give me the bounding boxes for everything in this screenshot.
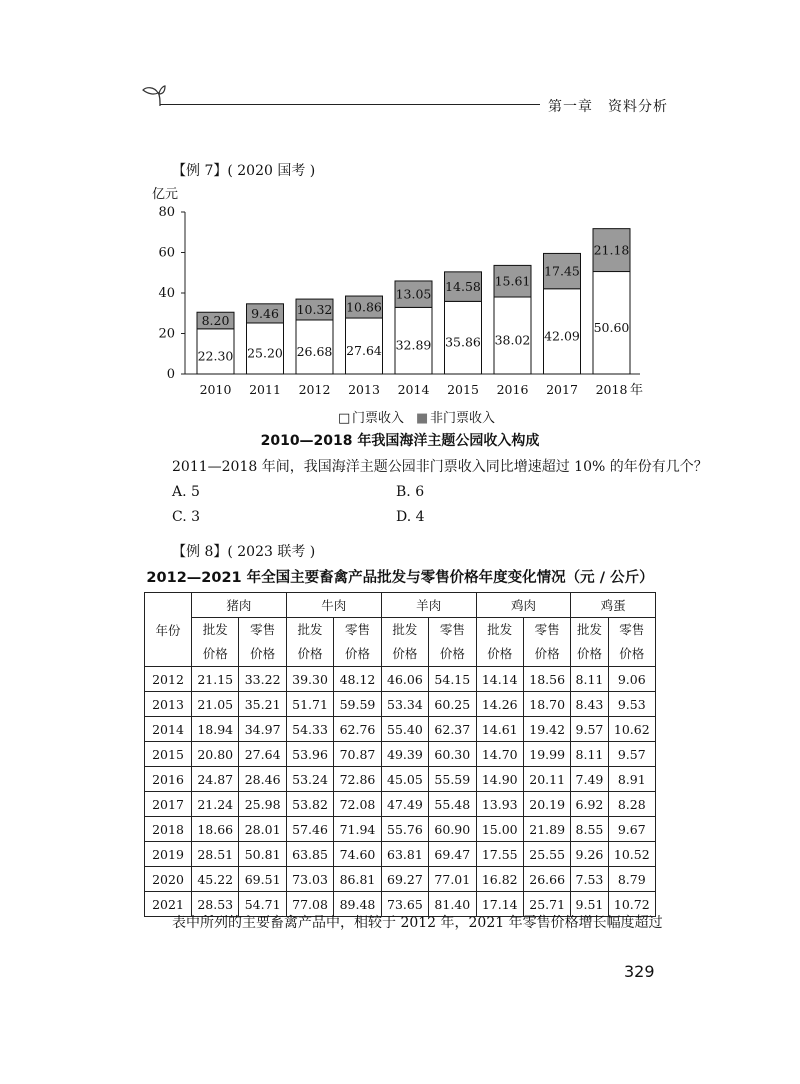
x-axis-label: 年 <box>630 383 644 398</box>
bar-label-nonticket: 8.20 <box>201 313 230 329</box>
price-cell: 69.47 <box>429 842 476 867</box>
price-cell: 62.76 <box>334 717 381 742</box>
x-tick-label: 2016 <box>496 382 529 397</box>
price-cell: 25.55 <box>523 842 570 867</box>
price-cell: 73.65 <box>381 892 428 917</box>
table-row <box>145 667 656 692</box>
price-cell: 54.15 <box>429 667 476 692</box>
bar-label-ticket: 38.02 <box>494 332 531 348</box>
price-cell: 50.81 <box>239 842 286 867</box>
price-cell: 9.51 <box>571 892 608 917</box>
price-cell: 21.05 <box>192 692 239 717</box>
price-cell: 71.94 <box>334 817 381 842</box>
y-tick-label: 80 <box>158 205 175 220</box>
price-cell: 60.90 <box>429 817 476 842</box>
bar-label-nonticket: 15.61 <box>494 273 531 289</box>
price-cell: 49.39 <box>381 742 428 767</box>
price-cell: 18.56 <box>523 667 570 692</box>
bar-label-ticket: 50.60 <box>593 319 630 335</box>
price-cell: 35.21 <box>239 692 286 717</box>
price-cell: 77.08 <box>286 892 333 917</box>
price-cell: 39.30 <box>286 667 333 692</box>
table-header-row <box>145 593 656 618</box>
bar-label-ticket: 32.89 <box>395 337 432 353</box>
price-cell: 51.71 <box>286 692 333 717</box>
price-cell: 10.62 <box>608 717 655 742</box>
price-cell: 10.72 <box>608 892 655 917</box>
bar-label-ticket: 26.68 <box>296 343 333 359</box>
table-row <box>145 867 656 892</box>
price-cell: 14.70 <box>476 742 523 767</box>
price-cell: 55.48 <box>429 792 476 817</box>
price-subheader: 零售 价格 <box>334 618 381 667</box>
price-subheader: 零售 价格 <box>608 618 655 667</box>
legend-marker-nonticket: ■ <box>416 411 429 426</box>
price-cell: 60.25 <box>429 692 476 717</box>
legend-label-nonticket: 非门票收入 <box>430 411 496 426</box>
x-tick-label: 2011 <box>249 382 281 397</box>
price-cell: 16.82 <box>476 867 523 892</box>
price-cell: 20.11 <box>523 767 570 792</box>
bar-label-nonticket: 10.86 <box>346 299 382 315</box>
question-7: 2011—2018 年间，我国海洋主题公园非门票收入同比增速超过 10% 的年份有几个？ <box>172 459 708 475</box>
product-header: 羊肉 <box>381 593 476 618</box>
price-cell: 63.85 <box>286 842 333 867</box>
price-cell: 45.05 <box>381 767 428 792</box>
product-header: 鸡蛋 <box>571 593 656 618</box>
price-subheader: 批发 价格 <box>476 618 523 667</box>
y-tick-label: 60 <box>158 245 175 261</box>
x-tick-label: 2014 <box>397 382 430 397</box>
bar-label-ticket: 42.09 <box>544 328 580 344</box>
price-cell: 34.97 <box>239 717 286 742</box>
price-cell: 27.64 <box>239 742 286 767</box>
year-cell: 2016 <box>145 767 192 792</box>
product-header: 牛肉 <box>286 593 381 618</box>
year-cell: 2017 <box>145 792 192 817</box>
year-header: 年份 <box>145 593 192 667</box>
price-cell: 9.06 <box>608 667 655 692</box>
year-cell: 2021 <box>145 892 192 917</box>
price-subheader: 批发 价格 <box>286 618 333 667</box>
bar-label-nonticket: 14.58 <box>445 279 481 295</box>
year-cell: 2018 <box>145 817 192 842</box>
price-cell: 69.27 <box>381 867 428 892</box>
price-cell: 53.24 <box>286 767 333 792</box>
example-7-label: 【例 7】( 2020 国考 ) <box>172 163 316 179</box>
bar-label-nonticket: 9.46 <box>251 305 279 321</box>
price-cell: 17.14 <box>476 892 523 917</box>
price-cell: 17.55 <box>476 842 523 867</box>
price-table <box>144 592 656 917</box>
price-cell: 74.60 <box>334 842 381 867</box>
price-subheader: 批发 价格 <box>192 618 239 667</box>
price-cell: 6.92 <box>571 792 608 817</box>
price-subheader: 批发 价格 <box>571 618 608 667</box>
price-cell: 18.70 <box>523 692 570 717</box>
price-cell: 81.40 <box>429 892 476 917</box>
price-subheader: 零售 价格 <box>239 618 286 667</box>
table-row <box>145 692 656 717</box>
stacked-bar-chart <box>130 178 670 428</box>
price-cell: 28.53 <box>192 892 239 917</box>
price-cell: 8.11 <box>571 742 608 767</box>
y-tick-label: 0 <box>166 367 175 382</box>
bar-label-nonticket: 10.32 <box>296 302 333 318</box>
table-row <box>145 817 656 842</box>
price-cell: 20.19 <box>523 792 570 817</box>
price-cell: 9.67 <box>608 817 655 842</box>
price-cell: 7.49 <box>571 767 608 792</box>
price-cell: 72.86 <box>334 767 381 792</box>
price-cell: 53.96 <box>286 742 333 767</box>
price-cell: 14.14 <box>476 667 523 692</box>
header-rule <box>160 104 540 105</box>
bar-label-ticket: 25.20 <box>247 345 283 361</box>
price-cell: 55.40 <box>381 717 428 742</box>
price-cell: 21.15 <box>192 667 239 692</box>
price-cell: 70.87 <box>334 742 381 767</box>
y-tick-label: 40 <box>158 286 175 301</box>
product-header: 猪肉 <box>192 593 287 618</box>
option-d[interactable]: D. 4 <box>396 509 425 525</box>
year-cell: 2014 <box>145 717 192 742</box>
bar-label-ticket: 27.64 <box>346 343 382 359</box>
price-cell: 24.87 <box>192 767 239 792</box>
bar-label-nonticket: 13.05 <box>395 286 432 302</box>
option-b[interactable]: B. 6 <box>396 484 425 500</box>
price-cell: 14.61 <box>476 717 523 742</box>
price-cell: 28.51 <box>192 842 239 867</box>
year-cell: 2019 <box>145 842 192 867</box>
price-cell: 28.46 <box>239 767 286 792</box>
x-tick-label: 2017 <box>546 382 578 397</box>
price-cell: 54.33 <box>286 717 333 742</box>
price-cell: 8.11 <box>571 667 608 692</box>
product-header: 鸡肉 <box>476 593 571 618</box>
price-cell: 15.00 <box>476 817 523 842</box>
year-cell: 2013 <box>145 692 192 717</box>
price-cell: 8.55 <box>571 817 608 842</box>
table-row <box>145 717 656 742</box>
price-cell: 18.94 <box>192 717 239 742</box>
price-cell: 53.82 <box>286 792 333 817</box>
option-c[interactable]: C. 3 <box>172 509 201 525</box>
price-cell: 7.53 <box>571 867 608 892</box>
year-cell: 2012 <box>145 667 192 692</box>
x-tick-label: 2015 <box>447 382 479 397</box>
example-8-label: 【例 8】( 2023 联考 ) <box>172 544 316 560</box>
price-cell: 72.08 <box>334 792 381 817</box>
price-cell: 25.71 <box>523 892 570 917</box>
price-cell: 55.59 <box>429 767 476 792</box>
bar-label-nonticket: 21.18 <box>593 242 630 258</box>
bar-label-ticket: 22.30 <box>197 348 234 364</box>
year-cell: 2020 <box>145 867 192 892</box>
year-cell: 2015 <box>145 742 192 767</box>
price-cell: 73.03 <box>286 867 333 892</box>
page-number: 329 <box>624 962 655 981</box>
table-row <box>145 767 656 792</box>
price-subheader: 零售 价格 <box>429 618 476 667</box>
price-cell: 21.89 <box>523 817 570 842</box>
price-cell: 54.71 <box>239 892 286 917</box>
price-cell: 8.43 <box>571 692 608 717</box>
price-cell: 89.48 <box>334 892 381 917</box>
price-cell: 19.42 <box>523 717 570 742</box>
y-tick-label: 20 <box>158 326 175 342</box>
table-row <box>145 792 656 817</box>
chapter-heading: 第一章 资料分析 <box>548 99 668 115</box>
price-cell: 69.51 <box>239 867 286 892</box>
price-cell: 8.79 <box>608 867 655 892</box>
price-cell: 46.06 <box>381 667 428 692</box>
price-subheader: 零售 价格 <box>523 618 570 667</box>
price-cell: 45.22 <box>192 867 239 892</box>
price-cell: 9.57 <box>608 742 655 767</box>
price-cell: 60.30 <box>429 742 476 767</box>
price-cell: 14.26 <box>476 692 523 717</box>
trailing-question-text: 表中所列的主要畜禽产品中，相较于 2012 年，2021 年零售价格增长幅度超过 <box>172 915 663 931</box>
price-cell: 48.12 <box>334 667 381 692</box>
price-cell: 26.66 <box>523 867 570 892</box>
price-cell: 86.81 <box>334 867 381 892</box>
option-a[interactable]: A. 5 <box>172 484 200 500</box>
legend-marker-ticket: □ <box>338 411 351 426</box>
table-row <box>145 842 656 867</box>
price-cell: 53.34 <box>381 692 428 717</box>
chart-title: 2010—2018 年我国海洋主题公园收入构成 <box>260 433 540 449</box>
table-row <box>145 742 656 767</box>
price-cell: 59.59 <box>334 692 381 717</box>
price-subheader: 批发 价格 <box>381 618 428 667</box>
legend-label-ticket: 门票收入 <box>352 411 405 426</box>
price-cell: 9.53 <box>608 692 655 717</box>
price-cell: 14.90 <box>476 767 523 792</box>
price-cell: 28.01 <box>239 817 286 842</box>
price-cell: 20.80 <box>192 742 239 767</box>
price-cell: 21.24 <box>192 792 239 817</box>
bar-label-ticket: 35.86 <box>445 334 481 350</box>
price-cell: 55.76 <box>381 817 428 842</box>
price-cell: 8.28 <box>608 792 655 817</box>
x-tick-label: 2010 <box>199 382 232 397</box>
price-cell: 62.37 <box>429 717 476 742</box>
x-tick-label: 2018 <box>595 382 628 397</box>
price-cell: 9.26 <box>571 842 608 867</box>
price-cell: 57.46 <box>286 817 333 842</box>
price-cell: 18.66 <box>192 817 239 842</box>
x-tick-label: 2012 <box>298 382 331 397</box>
price-cell: 33.22 <box>239 667 286 692</box>
price-cell: 9.57 <box>571 717 608 742</box>
y-axis-label: 亿元 <box>152 187 179 202</box>
price-cell: 8.91 <box>608 767 655 792</box>
price-cell: 63.81 <box>381 842 428 867</box>
price-cell: 77.01 <box>429 867 476 892</box>
price-cell: 47.49 <box>381 792 428 817</box>
bar-label-nonticket: 17.45 <box>544 263 580 279</box>
price-cell: 10.52 <box>608 842 655 867</box>
x-tick-label: 2013 <box>348 382 380 397</box>
price-cell: 25.98 <box>239 792 286 817</box>
price-cell: 19.99 <box>523 742 570 767</box>
table-title: 2012—2021 年全国主要畜禽产品批发与零售价格年度变化情况（元 / 公斤） <box>146 570 654 586</box>
price-cell: 13.93 <box>476 792 523 817</box>
table-subheader-row <box>145 618 656 667</box>
